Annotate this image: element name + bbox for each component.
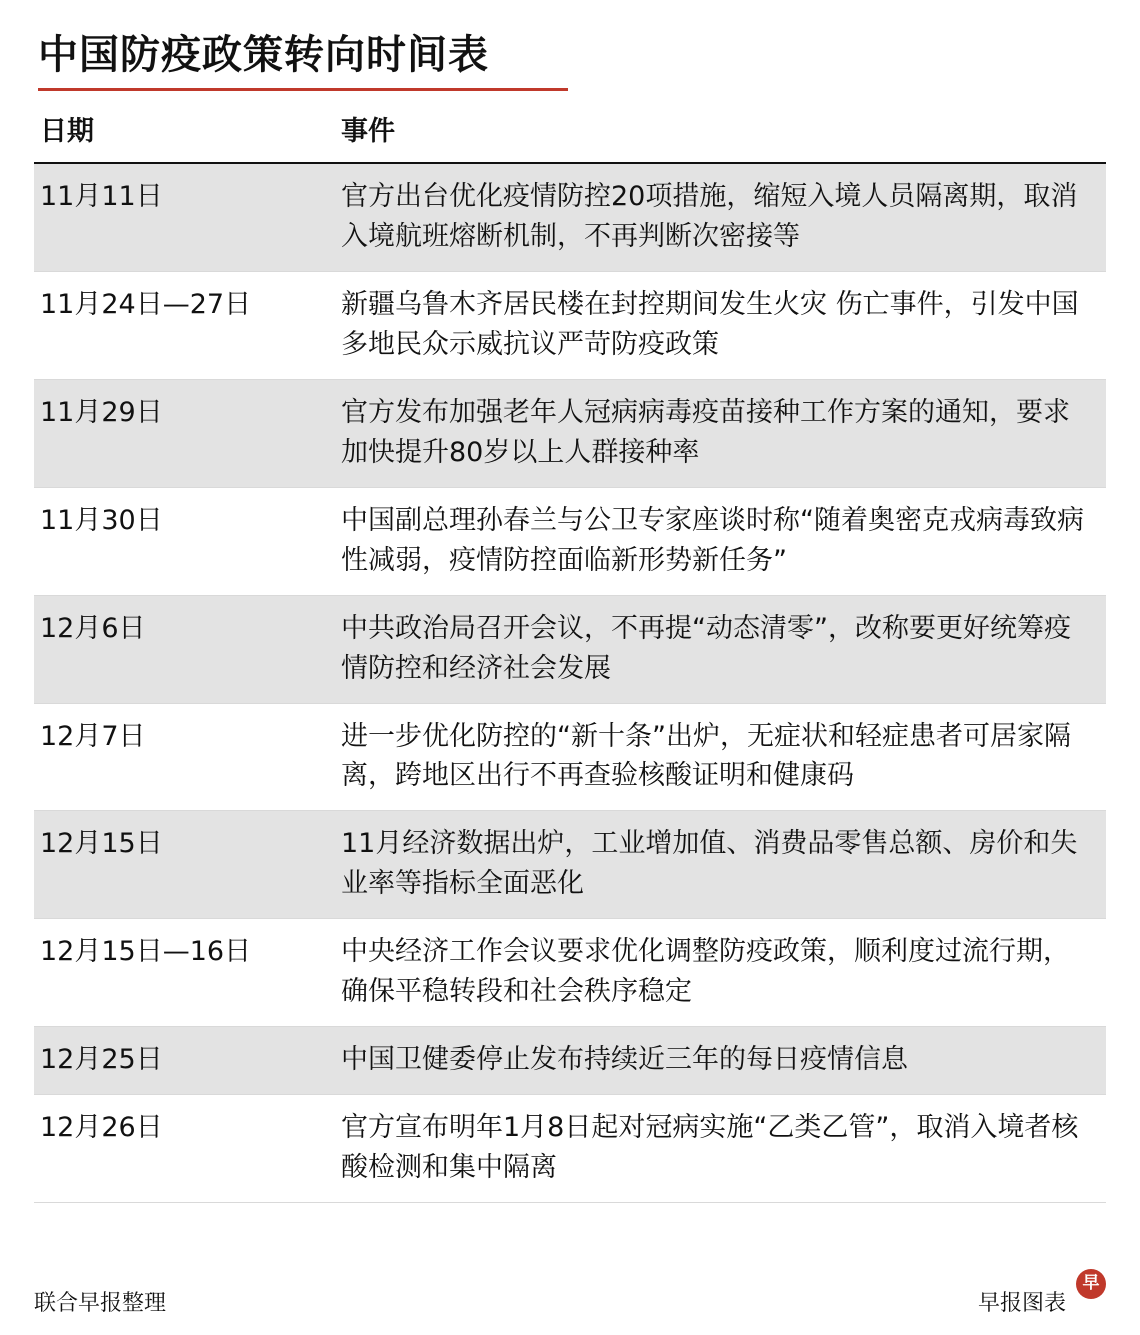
cell-date: 12月15日—16日 (34, 919, 319, 1027)
cell-event: 中共政治局召开会议，不再提“动态清零”，改称要更好统筹疫情防控和经济社会发展 (319, 595, 1106, 703)
page-title: 中国防疫政策转向时间表 (38, 32, 489, 78)
footer-source: 联合早报整理 (34, 1291, 167, 1316)
table-row (34, 919, 1106, 1027)
table-row (34, 487, 1106, 595)
cell-event: 中国副总理孙春兰与公卫专家座谈时称“随着奥密克戎病毒致病性减弱，疫情防控面临新形势新任务” (319, 487, 1106, 595)
table-row (34, 703, 1106, 811)
cell-event: 进一步优化防控的“新十条”出炉，无症状和轻症患者可居家隔离，跨地区出行不再查验核酸证明和健康码 (319, 703, 1106, 811)
cell-date: 12月6日 (34, 595, 319, 703)
table-row (34, 595, 1106, 703)
table-row (34, 1027, 1106, 1095)
table-row (34, 1095, 1106, 1203)
timeline-table (34, 105, 1106, 1203)
column-header-event: 事件 (319, 105, 1106, 163)
header-row (34, 105, 1106, 163)
title-underline-rule (38, 88, 568, 91)
cell-date: 12月15日 (34, 811, 319, 919)
footer-credit-group (977, 1273, 1106, 1317)
table-row (34, 811, 1106, 919)
table-header (34, 105, 1106, 163)
cell-date: 11月24日—27日 (34, 271, 319, 379)
cell-date: 11月30日 (34, 487, 319, 595)
footer (34, 1273, 1106, 1317)
table-row (34, 379, 1106, 487)
cell-event: 官方出台优化疫情防控20项措施，缩短入境人员隔离期，取消入境航班熔断机制，不再判断次密接等 (319, 163, 1106, 271)
cell-date: 12月7日 (34, 703, 319, 811)
cell-event: 官方发布加强老年人冠病病毒疫苗接种工作方案的通知，要求加快提升80岁以上人群接种率 (319, 379, 1106, 487)
column-header-date: 日期 (34, 105, 319, 163)
cell-event: 新疆乌鲁木齐居民楼在封控期间发生火灾 伤亡事件，引发中国多地民众示威抗议严苛防疫政策 (319, 271, 1106, 379)
cell-date: 11月11日 (34, 163, 319, 271)
cell-date: 12月26日 (34, 1095, 319, 1203)
zaobao-logo-icon: 早 (1076, 1269, 1106, 1299)
footer-credit: 早报图表 (977, 1291, 1066, 1316)
table-body (34, 163, 1106, 1203)
cell-date: 12月25日 (34, 1027, 319, 1095)
cell-date: 11月29日 (34, 379, 319, 487)
cell-event: 官方宣布明年1月8日起对冠病实施“乙类乙管”，取消入境者核酸检测和集中隔离 (319, 1095, 1106, 1203)
table-row (34, 271, 1106, 379)
cell-event: 11月经济数据出炉，工业增加值、消费品零售总额、房价和失业率等指标全面恶化 (319, 811, 1106, 919)
cell-event: 中央经济工作会议要求优化调整防疫政策，顺利度过流行期，确保平稳转段和社会秩序稳定 (319, 919, 1106, 1027)
table-row (34, 163, 1106, 271)
cell-event: 中国卫健委停止发布持续近三年的每日疫情信息 (319, 1027, 1106, 1095)
